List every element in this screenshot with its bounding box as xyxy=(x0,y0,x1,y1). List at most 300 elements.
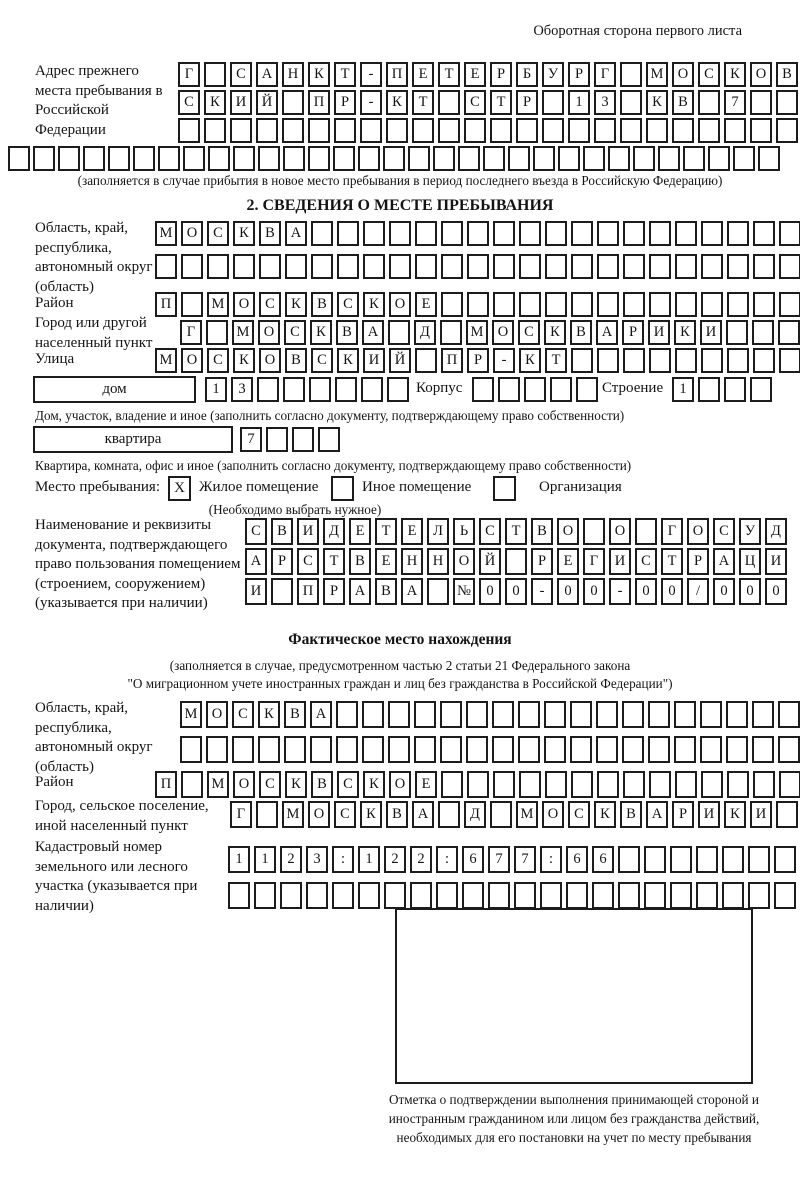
char-cell[interactable]: С xyxy=(337,292,359,317)
char-cell[interactable] xyxy=(726,701,748,728)
char-cell[interactable] xyxy=(748,846,770,873)
char-cell[interactable]: С xyxy=(311,348,333,373)
char-cell[interactable]: Н xyxy=(282,62,304,87)
char-cell[interactable]: Д xyxy=(464,801,486,828)
char-cell[interactable] xyxy=(492,701,514,728)
char-cell[interactable] xyxy=(336,736,358,763)
char-cell[interactable] xyxy=(750,90,772,115)
char-cell[interactable]: О xyxy=(389,292,411,317)
char-cell[interactable] xyxy=(566,882,588,909)
char-cell[interactable]: Е xyxy=(412,62,434,87)
char-cell[interactable] xyxy=(726,736,748,763)
char-cell[interactable] xyxy=(516,118,538,143)
char-cell[interactable] xyxy=(493,292,515,317)
char-cell[interactable] xyxy=(635,518,657,545)
char-cell[interactable]: Е xyxy=(349,518,371,545)
char-cell[interactable] xyxy=(758,146,780,171)
char-cell[interactable]: О xyxy=(453,548,475,575)
char-cell[interactable] xyxy=(334,118,356,143)
char-cell[interactable]: М xyxy=(155,221,177,246)
char-cell[interactable] xyxy=(427,578,449,605)
char-cell[interactable]: Г xyxy=(661,518,683,545)
char-cell[interactable] xyxy=(727,292,749,317)
char-cell[interactable] xyxy=(462,882,484,909)
char-cell[interactable]: 0 xyxy=(765,578,787,605)
char-cell[interactable] xyxy=(310,736,332,763)
char-cell[interactable] xyxy=(336,701,358,728)
char-cell[interactable] xyxy=(408,146,430,171)
char-cell[interactable] xyxy=(542,118,564,143)
char-cell[interactable] xyxy=(733,146,755,171)
char-cell[interactable] xyxy=(360,118,382,143)
char-cell[interactable] xyxy=(8,146,30,171)
char-cell[interactable] xyxy=(467,221,489,246)
char-cell[interactable]: 3 xyxy=(306,846,328,873)
char-cell[interactable] xyxy=(318,427,340,452)
char-cell[interactable] xyxy=(228,882,250,909)
char-cell[interactable] xyxy=(414,701,436,728)
char-cell[interactable] xyxy=(282,118,304,143)
char-cell[interactable]: К xyxy=(544,320,566,345)
char-cell[interactable] xyxy=(544,701,566,728)
char-cell[interactable] xyxy=(519,254,541,279)
char-cell[interactable]: В xyxy=(311,771,333,798)
char-cell[interactable]: / xyxy=(687,578,709,605)
char-cell[interactable] xyxy=(608,146,630,171)
char-cell[interactable]: С xyxy=(337,771,359,798)
char-cell[interactable] xyxy=(358,882,380,909)
char-cell[interactable] xyxy=(83,146,105,171)
char-cell[interactable] xyxy=(618,882,640,909)
char-cell[interactable]: К xyxy=(386,90,408,115)
char-cell[interactable]: И xyxy=(609,548,631,575)
char-cell[interactable] xyxy=(308,146,330,171)
char-cell[interactable] xyxy=(779,771,800,798)
char-cell[interactable]: Ц xyxy=(739,548,761,575)
char-cell[interactable] xyxy=(472,377,494,402)
char-cell[interactable] xyxy=(675,221,697,246)
char-cell[interactable] xyxy=(518,736,540,763)
char-cell[interactable]: Р xyxy=(490,62,512,87)
char-cell[interactable] xyxy=(292,427,314,452)
char-cell[interactable] xyxy=(466,701,488,728)
char-cell[interactable]: С xyxy=(297,548,319,575)
char-cell[interactable]: К xyxy=(360,801,382,828)
char-cell[interactable]: К xyxy=(308,62,330,87)
char-cell[interactable]: 1 xyxy=(228,846,250,873)
char-cell[interactable]: 1 xyxy=(358,846,380,873)
char-cell[interactable]: У xyxy=(542,62,564,87)
char-cell[interactable]: А xyxy=(245,548,267,575)
char-cell[interactable]: Р xyxy=(271,548,293,575)
char-cell[interactable] xyxy=(33,146,55,171)
char-cell[interactable]: 7 xyxy=(514,846,536,873)
char-cell[interactable]: П xyxy=(155,292,177,317)
char-cell[interactable] xyxy=(776,90,798,115)
char-cell[interactable] xyxy=(618,846,640,873)
char-cell[interactable] xyxy=(633,146,655,171)
char-cell[interactable]: Т xyxy=(545,348,567,373)
char-cell[interactable] xyxy=(181,771,203,798)
char-cell[interactable] xyxy=(458,146,480,171)
char-cell[interactable] xyxy=(753,771,775,798)
char-cell[interactable]: Н xyxy=(401,548,423,575)
char-cell[interactable] xyxy=(207,254,229,279)
checkbox-organization[interactable] xyxy=(493,476,516,501)
char-cell[interactable] xyxy=(670,882,692,909)
char-cell[interactable]: Й xyxy=(256,90,278,115)
char-cell[interactable]: Н xyxy=(427,548,449,575)
char-cell[interactable]: В xyxy=(285,348,307,373)
char-cell[interactable] xyxy=(483,146,505,171)
char-cell[interactable] xyxy=(623,771,645,798)
char-cell[interactable] xyxy=(698,118,720,143)
char-cell[interactable] xyxy=(620,62,642,87)
char-cell[interactable] xyxy=(433,146,455,171)
char-cell[interactable] xyxy=(498,377,520,402)
char-cell[interactable] xyxy=(266,427,288,452)
char-cell[interactable]: М xyxy=(155,348,177,373)
char-cell[interactable]: 3 xyxy=(594,90,616,115)
char-cell[interactable] xyxy=(570,701,592,728)
char-cell[interactable]: А xyxy=(646,801,668,828)
char-cell[interactable]: С xyxy=(207,348,229,373)
char-cell[interactable] xyxy=(597,254,619,279)
char-cell[interactable] xyxy=(362,736,384,763)
char-cell[interactable]: В xyxy=(259,221,281,246)
char-cell[interactable]: М xyxy=(207,771,229,798)
char-cell[interactable] xyxy=(644,846,666,873)
char-cell[interactable] xyxy=(646,118,668,143)
char-cell[interactable]: : xyxy=(436,846,458,873)
char-cell[interactable]: П xyxy=(386,62,408,87)
char-cell[interactable]: М xyxy=(282,801,304,828)
char-cell[interactable] xyxy=(441,771,463,798)
char-cell[interactable]: У xyxy=(739,518,761,545)
char-cell[interactable]: : xyxy=(540,846,562,873)
char-cell[interactable]: А xyxy=(349,578,371,605)
char-cell[interactable] xyxy=(726,320,748,345)
char-cell[interactable] xyxy=(698,377,720,402)
char-cell[interactable]: В xyxy=(672,90,694,115)
char-cell[interactable] xyxy=(674,701,696,728)
char-cell[interactable]: В xyxy=(776,62,798,87)
char-cell[interactable] xyxy=(358,146,380,171)
char-cell[interactable] xyxy=(533,146,555,171)
char-cell[interactable] xyxy=(259,254,281,279)
char-cell[interactable] xyxy=(696,846,718,873)
char-cell[interactable]: Е xyxy=(464,62,486,87)
char-cell[interactable]: А xyxy=(256,62,278,87)
char-cell[interactable] xyxy=(438,90,460,115)
char-cell[interactable]: Р xyxy=(323,578,345,605)
char-cell[interactable] xyxy=(670,846,692,873)
char-cell[interactable]: № xyxy=(453,578,475,605)
char-cell[interactable]: К xyxy=(233,348,255,373)
char-cell[interactable] xyxy=(623,254,645,279)
char-cell[interactable] xyxy=(518,701,540,728)
char-cell[interactable]: Л xyxy=(427,518,449,545)
char-cell[interactable]: 2 xyxy=(280,846,302,873)
char-cell[interactable] xyxy=(540,882,562,909)
char-cell[interactable] xyxy=(232,736,254,763)
char-cell[interactable]: А xyxy=(401,578,423,605)
char-cell[interactable] xyxy=(309,377,331,402)
char-cell[interactable] xyxy=(623,348,645,373)
char-cell[interactable] xyxy=(383,146,405,171)
char-cell[interactable] xyxy=(306,882,328,909)
char-cell[interactable] xyxy=(362,701,384,728)
char-cell[interactable]: Е xyxy=(375,548,397,575)
char-cell[interactable] xyxy=(750,118,772,143)
char-cell[interactable] xyxy=(583,518,605,545)
char-cell[interactable]: С xyxy=(334,801,356,828)
char-cell[interactable]: 1 xyxy=(672,377,694,402)
char-cell[interactable]: М xyxy=(466,320,488,345)
char-cell[interactable]: Г xyxy=(583,548,605,575)
char-cell[interactable] xyxy=(493,221,515,246)
char-cell[interactable] xyxy=(658,146,680,171)
char-cell[interactable]: 0 xyxy=(739,578,761,605)
char-cell[interactable] xyxy=(492,736,514,763)
char-cell[interactable]: - xyxy=(531,578,553,605)
char-cell[interactable]: П xyxy=(155,771,177,798)
char-cell[interactable] xyxy=(571,348,593,373)
char-cell[interactable] xyxy=(180,736,202,763)
char-cell[interactable]: Й xyxy=(479,548,501,575)
char-cell[interactable] xyxy=(384,882,406,909)
char-cell[interactable] xyxy=(568,118,590,143)
char-cell[interactable] xyxy=(505,548,527,575)
checkbox-other-premises[interactable] xyxy=(331,476,354,501)
char-cell[interactable] xyxy=(490,118,512,143)
char-cell[interactable]: О xyxy=(750,62,772,87)
char-cell[interactable] xyxy=(727,254,749,279)
char-cell[interactable]: И xyxy=(245,578,267,605)
char-cell[interactable] xyxy=(753,292,775,317)
char-cell[interactable]: В xyxy=(284,701,306,728)
char-cell[interactable]: С xyxy=(178,90,200,115)
char-cell[interactable]: О xyxy=(609,518,631,545)
char-cell[interactable] xyxy=(620,90,642,115)
char-cell[interactable] xyxy=(753,221,775,246)
char-cell[interactable]: А xyxy=(362,320,384,345)
char-cell[interactable]: И xyxy=(363,348,385,373)
char-cell[interactable] xyxy=(675,771,697,798)
char-cell[interactable] xyxy=(701,771,723,798)
char-cell[interactable]: К xyxy=(363,292,385,317)
char-cell[interactable]: И xyxy=(750,801,772,828)
char-cell[interactable] xyxy=(623,292,645,317)
char-cell[interactable] xyxy=(708,146,730,171)
char-cell[interactable] xyxy=(388,701,410,728)
char-cell[interactable] xyxy=(412,118,434,143)
char-cell[interactable] xyxy=(181,292,203,317)
char-cell[interactable] xyxy=(596,701,618,728)
char-cell[interactable]: 7 xyxy=(724,90,746,115)
char-cell[interactable]: Г xyxy=(230,801,252,828)
char-cell[interactable]: Е xyxy=(415,292,437,317)
char-cell[interactable] xyxy=(438,118,460,143)
char-cell[interactable]: 0 xyxy=(661,578,683,605)
char-cell[interactable]: Б xyxy=(516,62,538,87)
char-cell[interactable] xyxy=(779,254,800,279)
char-cell[interactable] xyxy=(571,254,593,279)
char-cell[interactable]: С xyxy=(284,320,306,345)
char-cell[interactable]: Г xyxy=(594,62,616,87)
char-cell[interactable]: И xyxy=(698,801,720,828)
char-cell[interactable] xyxy=(230,118,252,143)
char-cell[interactable] xyxy=(514,882,536,909)
char-cell[interactable] xyxy=(464,118,486,143)
char-cell[interactable]: Е xyxy=(557,548,579,575)
char-cell[interactable] xyxy=(672,118,694,143)
char-cell[interactable] xyxy=(388,320,410,345)
char-cell[interactable]: 0 xyxy=(635,578,657,605)
char-cell[interactable]: С xyxy=(713,518,735,545)
char-cell[interactable] xyxy=(337,254,359,279)
char-cell[interactable] xyxy=(576,377,598,402)
char-cell[interactable] xyxy=(415,254,437,279)
char-cell[interactable] xyxy=(208,146,230,171)
char-cell[interactable] xyxy=(724,377,746,402)
char-cell[interactable] xyxy=(508,146,530,171)
char-cell[interactable]: О xyxy=(557,518,579,545)
char-cell[interactable]: П xyxy=(297,578,319,605)
char-cell[interactable] xyxy=(701,221,723,246)
char-cell[interactable]: С xyxy=(568,801,590,828)
char-cell[interactable]: И xyxy=(230,90,252,115)
char-cell[interactable]: Т xyxy=(334,62,356,87)
char-cell[interactable]: А xyxy=(596,320,618,345)
char-cell[interactable] xyxy=(256,801,278,828)
char-cell[interactable] xyxy=(649,292,671,317)
char-cell[interactable]: М xyxy=(207,292,229,317)
char-cell[interactable] xyxy=(597,348,619,373)
char-cell[interactable]: В xyxy=(375,578,397,605)
char-cell[interactable] xyxy=(722,846,744,873)
char-cell[interactable]: В xyxy=(386,801,408,828)
char-cell[interactable]: К xyxy=(310,320,332,345)
char-cell[interactable]: О xyxy=(259,348,281,373)
char-cell[interactable]: С xyxy=(635,548,657,575)
char-cell[interactable] xyxy=(596,736,618,763)
char-cell[interactable] xyxy=(776,801,798,828)
char-cell[interactable] xyxy=(441,254,463,279)
char-cell[interactable] xyxy=(622,736,644,763)
char-cell[interactable] xyxy=(649,254,671,279)
char-cell[interactable] xyxy=(623,221,645,246)
char-cell[interactable]: С xyxy=(245,518,267,545)
char-cell[interactable] xyxy=(58,146,80,171)
char-cell[interactable] xyxy=(779,348,800,373)
char-cell[interactable] xyxy=(542,90,564,115)
char-cell[interactable] xyxy=(467,292,489,317)
char-cell[interactable] xyxy=(389,254,411,279)
char-cell[interactable]: С xyxy=(230,62,252,87)
char-cell[interactable]: К xyxy=(724,62,746,87)
char-cell[interactable]: Е xyxy=(401,518,423,545)
char-cell[interactable]: М xyxy=(646,62,668,87)
char-cell[interactable] xyxy=(571,771,593,798)
char-cell[interactable] xyxy=(436,882,458,909)
char-cell[interactable]: В xyxy=(570,320,592,345)
char-cell[interactable]: П xyxy=(308,90,330,115)
char-cell[interactable]: О xyxy=(258,320,280,345)
char-cell[interactable]: А xyxy=(285,221,307,246)
char-cell[interactable] xyxy=(335,377,357,402)
char-cell[interactable]: Р xyxy=(622,320,644,345)
char-cell[interactable] xyxy=(748,882,770,909)
char-cell[interactable]: С xyxy=(518,320,540,345)
char-cell[interactable]: Р xyxy=(687,548,709,575)
char-cell[interactable]: А xyxy=(412,801,434,828)
char-cell[interactable] xyxy=(571,221,593,246)
char-cell[interactable] xyxy=(583,146,605,171)
char-cell[interactable]: О xyxy=(389,771,411,798)
char-cell[interactable]: 1 xyxy=(568,90,590,115)
char-cell[interactable] xyxy=(204,62,226,87)
char-cell[interactable] xyxy=(779,292,800,317)
char-cell[interactable] xyxy=(727,771,749,798)
char-cell[interactable] xyxy=(332,882,354,909)
char-cell[interactable] xyxy=(493,771,515,798)
char-cell[interactable] xyxy=(727,348,749,373)
char-cell[interactable] xyxy=(778,736,800,763)
char-cell[interactable] xyxy=(257,377,279,402)
char-cell[interactable] xyxy=(410,882,432,909)
char-cell[interactable] xyxy=(724,118,746,143)
char-cell[interactable]: Т xyxy=(661,548,683,575)
char-cell[interactable]: - xyxy=(609,578,631,605)
char-cell[interactable] xyxy=(648,701,670,728)
char-cell[interactable] xyxy=(467,254,489,279)
char-cell[interactable]: Т xyxy=(412,90,434,115)
char-cell[interactable]: В xyxy=(336,320,358,345)
char-cell[interactable]: В xyxy=(531,518,553,545)
char-cell[interactable] xyxy=(701,292,723,317)
char-cell[interactable]: И xyxy=(765,548,787,575)
char-cell[interactable] xyxy=(778,701,800,728)
char-cell[interactable] xyxy=(558,146,580,171)
char-cell[interactable]: 6 xyxy=(462,846,484,873)
char-cell[interactable] xyxy=(363,221,385,246)
char-cell[interactable] xyxy=(779,221,800,246)
char-cell[interactable] xyxy=(519,771,541,798)
char-cell[interactable] xyxy=(206,736,228,763)
char-cell[interactable]: Т xyxy=(375,518,397,545)
char-cell[interactable] xyxy=(488,882,510,909)
char-cell[interactable] xyxy=(386,118,408,143)
char-cell[interactable]: С xyxy=(698,62,720,87)
char-cell[interactable] xyxy=(440,701,462,728)
char-cell[interactable]: 0 xyxy=(557,578,579,605)
char-cell[interactable]: В xyxy=(620,801,642,828)
char-cell[interactable] xyxy=(333,146,355,171)
char-cell[interactable] xyxy=(108,146,130,171)
char-cell[interactable] xyxy=(753,254,775,279)
char-cell[interactable] xyxy=(544,736,566,763)
char-cell[interactable]: 6 xyxy=(566,846,588,873)
char-cell[interactable] xyxy=(648,736,670,763)
char-cell[interactable] xyxy=(701,348,723,373)
char-cell[interactable] xyxy=(776,118,798,143)
char-cell[interactable]: 2 xyxy=(410,846,432,873)
char-cell[interactable] xyxy=(183,146,205,171)
char-cell[interactable] xyxy=(675,254,697,279)
char-cell[interactable] xyxy=(774,882,796,909)
char-cell[interactable]: А xyxy=(310,701,332,728)
